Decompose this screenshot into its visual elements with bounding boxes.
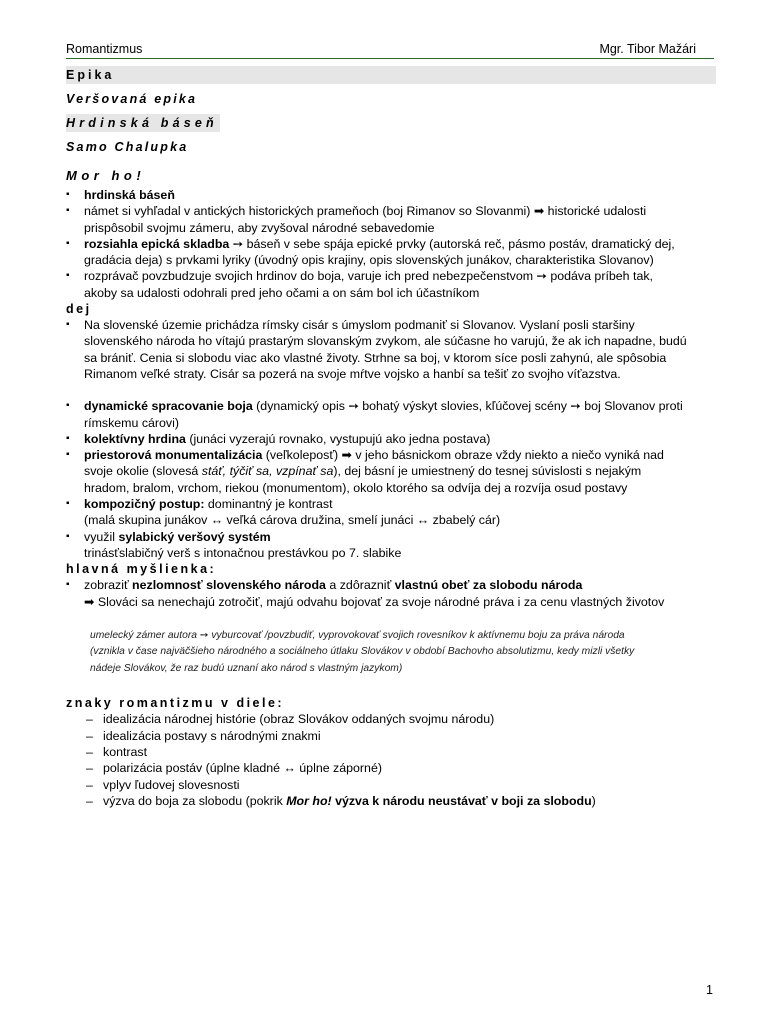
heading-work-title: Mor ho!	[66, 168, 146, 183]
intro-list	[66, 187, 716, 301]
heading-dej: dej	[66, 302, 92, 317]
list-item: – idealizácia postavy s národnými znakmi	[86, 728, 716, 744]
header-topic: Romantizmus	[66, 42, 143, 56]
list-item: – vplyv ľudovej slovesnosti	[86, 777, 716, 793]
list-item: – výzva do boja za slobodu (pokrik Mor ho! výzva k národu neustávať v boji za slobodu)	[86, 793, 716, 809]
list-item: ▪ rozprávač povzbudzuje svojich hrdinov do boja, varuje ich pred nebezpečenstvom ➙ podáva príbeh tak, akoby sa udalosti odohrali pred jeho očami a on sám bol ich účastníkom	[66, 268, 716, 301]
heading-hrdinska-basen: Hrdinská báseň	[66, 116, 218, 130]
list-item: ▪ kompozičný postup: dominantný je kontrast (malá skupina junákov ↔ veľká cárova družina, smelí junáci ↔ zbabelý cár)	[66, 496, 716, 529]
list-item: ▪ námet si vyhľadal v antických historických prameňoch (boj Rimanov so Slovanmi) ➡ historické udalosti prispôsobil svojmu zámeru, aby zvyšoval národné sebavedomie	[66, 203, 716, 236]
list-item: ▪ využil sylabický veršový systém trinásťslabičný verš s intonačnou prestávkou po 7. slabike	[66, 529, 716, 562]
list-item: ▪ zobraziť nezlomnosť slovenského národa a zdôrazniť vlastnú obeť za slobodu národa	[66, 577, 716, 593]
heading-versovana-epika: Veršovaná epika	[66, 92, 198, 106]
header-author: Mgr. Tibor Mažári	[599, 42, 696, 56]
list-item: ▪ Na slovenské územie prichádza rímsky cisár s úmyslom podmaniť si Slovanov. Vyslaní posli staršiny slovenského národa ho vítajú prastarým slovanským zvykom, ale súčasne ho varujú, že ak ich napadne, budú sa brániť. Cenia si slobodu viac ako vlastné životy. Strhne sa boj, v ktorom síce posli zahynú, ale spôsobia Rimanom veľké straty. Cisár sa pozerá na svoje mŕtve vojsko a hanbí sa tešiť zo svojho víťazstva.	[66, 317, 716, 382]
author-intent-note: umelecký zámer autora ➙ vyburcovať /povzbudiť, vyprovokovať svojich rovesníkov k aktívnemu boju za práva národa (vznikla v čase najväčšieho národného a sociálneho útlaku Slovákov v období Bachovho absolutizmu, kedy mizli všetky nádeje Slovákov, že raz budú uznaní ako národ s vlastným jazykom)	[90, 629, 635, 674]
page-header	[66, 41, 714, 59]
document-body	[66, 66, 716, 809]
heading-author: Samo Chalupka	[66, 140, 189, 154]
list-item: ▪ dynamické spracovanie boja (dynamický opis ➙ bohatý výskyt slovies, kľúčovej scény ➙ boj Slovanov proti rímskemu cárovi)	[66, 398, 716, 431]
main-idea-conclusion: ➡ Slováci sa nenechajú zotročiť, majú odvahu bojovať za svoje národné práva i za cenu vlastných životov	[84, 594, 665, 609]
plot-list	[66, 317, 716, 382]
romanticism-signs-list	[66, 711, 716, 809]
heading-main-idea: hlavná myšlienka:	[66, 562, 217, 577]
list-item: ▪ priestorová monumentalizácia (veľkoleposť) ➡ v jeho básnickom obraze vždy niekto a niečo vyniká nad svoje okolie (slovesá stáť, týčiť sa, vzpínať sa), dej básní je umiestnený do tesnej súvislosti s nejakým hradom, bralom, vrchom, riekou (monumentom), okolo ktorého sa odvíja dej a rozvíja osud postavy	[66, 447, 716, 496]
list-item: – idealizácia národnej histórie (obraz Slovákov oddaných svojmu národu)	[86, 711, 716, 727]
list-item: – polarizácia postáv (úplne kladné ↔ úplne záporné)	[86, 760, 716, 776]
heading-epika: Epika	[66, 66, 716, 84]
list-item: ▪ kolektívny hrdina (junáci vyzerajú rovnako, vystupujú ako jedna postava)	[66, 431, 716, 447]
list-item: ▪ rozsiahla epická skladba ➙ báseň v sebe spája epické prvky (autorská reč, pásmo postáv, dramatický dej, gradácia deja) s prvkami lyriky (úvodný opis krajiny, opis slovenských junákov, charakteristika Slovanov)	[66, 236, 716, 269]
page-number: 1	[706, 983, 713, 997]
heading-romanticism-signs: znaky romantizmu v diele:	[66, 696, 285, 711]
features-list	[66, 398, 716, 561]
list-item: – kontrast	[86, 744, 716, 760]
main-idea-list	[66, 577, 716, 593]
list-item: ▪ hrdinská báseň	[66, 187, 716, 203]
